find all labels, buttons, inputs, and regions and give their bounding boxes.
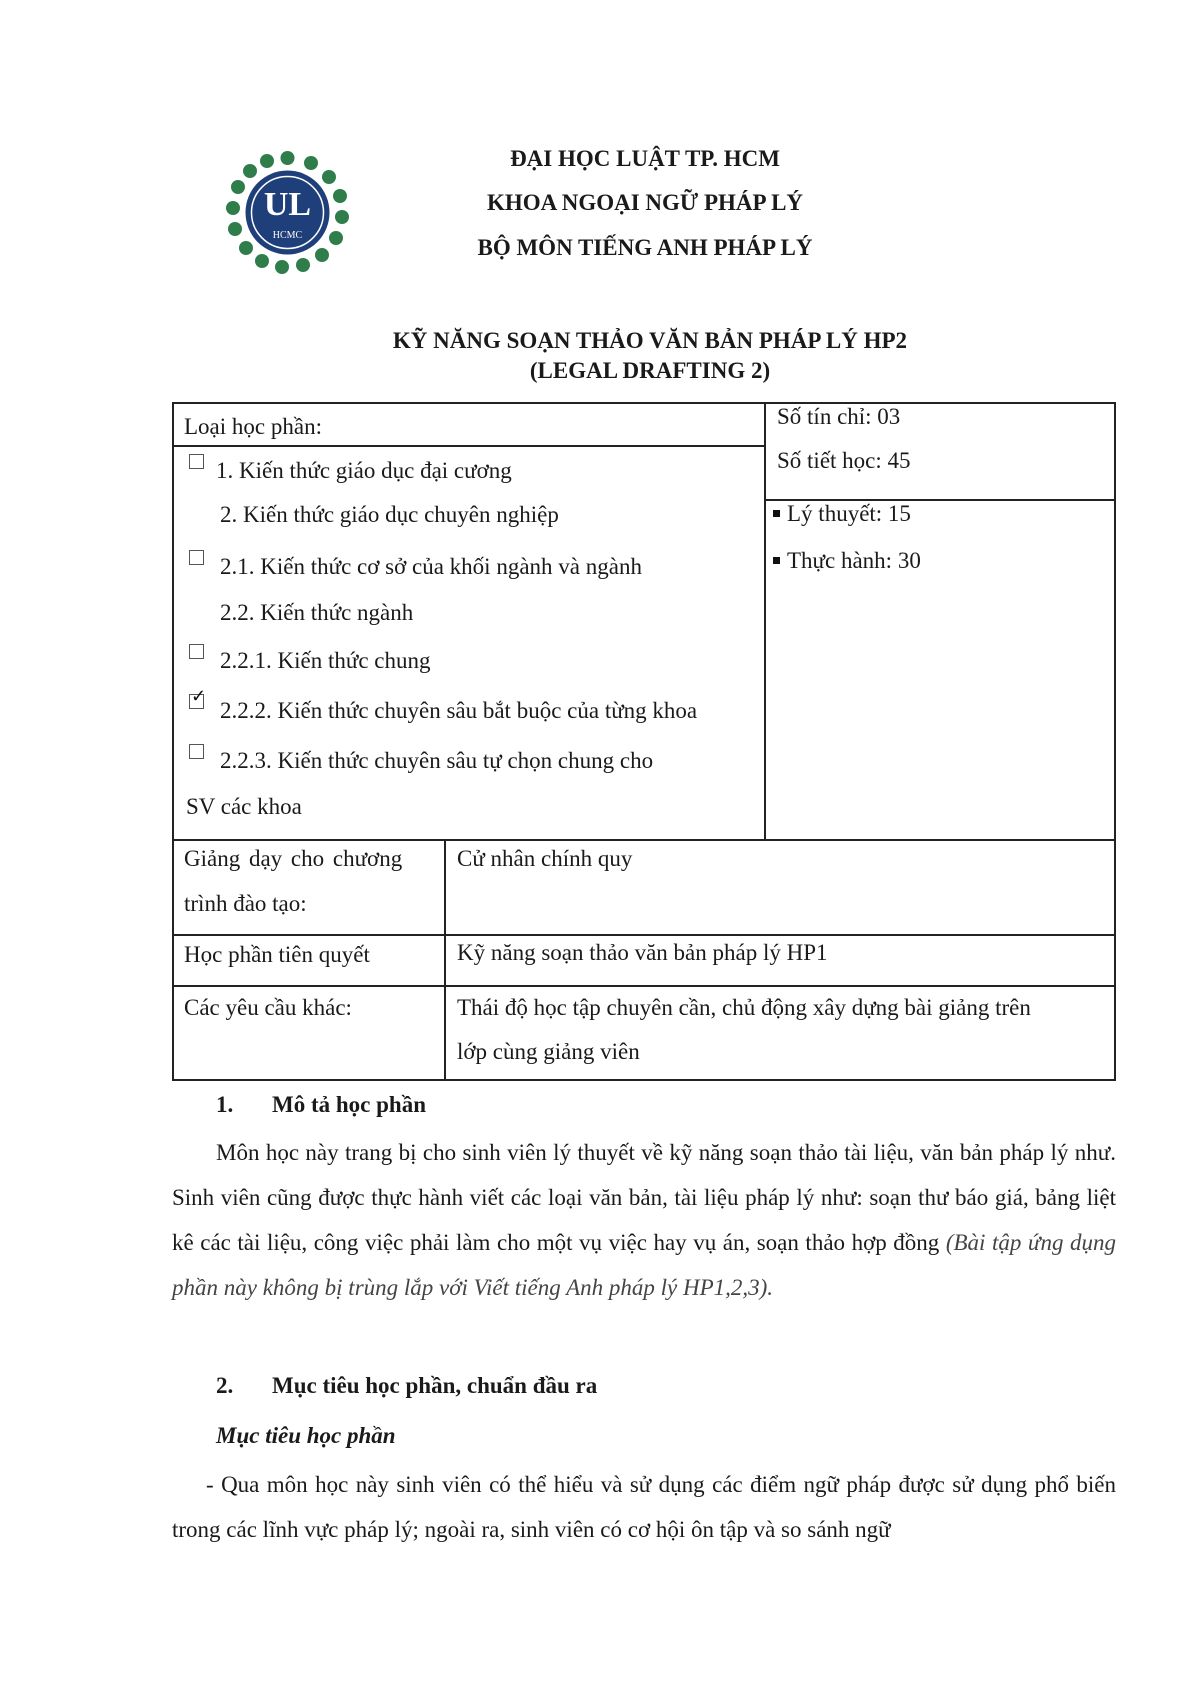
course-type-label: Loại học phần: xyxy=(184,414,322,439)
item-2-label: 2. Kiến thức giáo dục chuyên nghiệp xyxy=(220,502,559,527)
check-mark-icon: ✓ xyxy=(191,686,207,706)
prerequisite-label: Học phần tiên quyết xyxy=(184,942,370,967)
program-value: Cử nhân chính quy xyxy=(457,846,633,871)
prerequisite-value: Kỹ năng soạn thảo văn bản pháp lý HP1 xyxy=(457,940,828,965)
program-label-line2: trình đào tạo: xyxy=(184,891,307,916)
checkbox-item-2-2-3[interactable] xyxy=(189,744,204,759)
program-label-line1: Giảng dạy cho chương xyxy=(184,846,403,871)
bullet-icon xyxy=(773,510,780,517)
bullet-icon xyxy=(773,557,780,564)
item-2-2-1-label: 2.2.1. Kiến thức chung xyxy=(220,648,431,673)
item-2-2-label: 2.2. Kiến thức ngành xyxy=(220,600,414,625)
section-2-body: - Qua môn học này sinh viên có thể hiểu và sử dụng các điểm ngữ pháp được sử dụng phổ biến trong các lĩnh vực pháp lý; ngoài ra, sinh viên có cơ hội ôn tập và so sánh ngữ xyxy=(172,1472,1116,1542)
section-2-title: Mục tiêu học phần, chuẩn đầu ra xyxy=(272,1373,598,1398)
section-1-note: (Bài tập ứng dụng phần này không bị trùng lắp với Viết tiếng Anh pháp lý HP1,2,3). xyxy=(172,1230,1116,1300)
theory-hours-text: Lý thuyết: 15 xyxy=(787,501,911,526)
item-2-2-3-label: 2.2.3. Kiến thức chuyên sâu tự chọn chung cho xyxy=(220,748,654,773)
theory-hours xyxy=(773,501,911,527)
section-1-title: Mô tả học phần xyxy=(272,1092,426,1117)
credits: Số tín chỉ: 03 xyxy=(777,404,901,429)
item-1-label: 1. Kiến thức giáo dục đại cương xyxy=(216,458,512,483)
section-2-number: 2. xyxy=(216,1373,234,1398)
logo-monogram: UL xyxy=(263,186,312,223)
item-2-1-label: 2.1. Kiến thức cơ sở của khối ngành và ngành xyxy=(220,554,642,579)
course-info-table xyxy=(172,402,1116,1081)
faculty-name: KHOA NGOẠI NGỮ PHÁP LÝ xyxy=(486,190,804,215)
other-requirements-label: Các yêu cầu khác: xyxy=(184,995,352,1020)
university-name: ĐẠI HỌC LUẬT TP. HCM xyxy=(510,146,780,171)
practice-hours xyxy=(773,548,921,574)
item-2-2-3-continuation: SV các khoa xyxy=(186,794,302,819)
department-name: BỘ MÔN TIẾNG ANH PHÁP LÝ xyxy=(477,235,813,260)
checkbox-item-2-2-2[interactable] xyxy=(189,686,207,709)
checkbox-item-1[interactable] xyxy=(189,454,204,469)
periods: Số tiết học: 45 xyxy=(777,448,911,473)
section-1-number: 1. xyxy=(216,1092,234,1117)
logo-caption: HCMC xyxy=(272,230,303,241)
checkbox-item-2-1[interactable] xyxy=(189,550,204,565)
section-1-body xyxy=(172,1130,1116,1310)
item-2-2-2-label: 2.2.2. Kiến thức chuyên sâu bắt buộc của từng khoa xyxy=(220,698,698,723)
section-1-text: Môn học này trang bị cho sinh viên lý thuyết về kỹ năng soạn thảo tài liệu, văn bản pháp lý như. Sinh viên cũng được thực hành viết các loại văn bản, tài liệu pháp lý như: soạn thư báo giá, bảng liệt kê các tài liệu, công việc phải làm cho một vụ việc hay vụ án, soạn thảo hợp đồng xyxy=(172,1140,1116,1255)
practice-hours-text: Thực hành: 30 xyxy=(787,548,921,573)
other-requirements-line2: lớp cùng giảng viên xyxy=(457,1039,640,1064)
course-title: KỸ NĂNG SOẠN THẢO VĂN BẢN PHÁP LÝ HP2 xyxy=(392,328,908,353)
other-requirements-line1: Thái độ học tập chuyên cần, chủ động xây dựng bài giảng trên xyxy=(457,995,1031,1020)
section-2-subtitle: Mục tiêu học phần xyxy=(216,1423,396,1448)
course-subtitle: (LEGAL DRAFTING 2) xyxy=(529,358,771,383)
checkbox-item-2-2-1[interactable] xyxy=(189,644,204,659)
